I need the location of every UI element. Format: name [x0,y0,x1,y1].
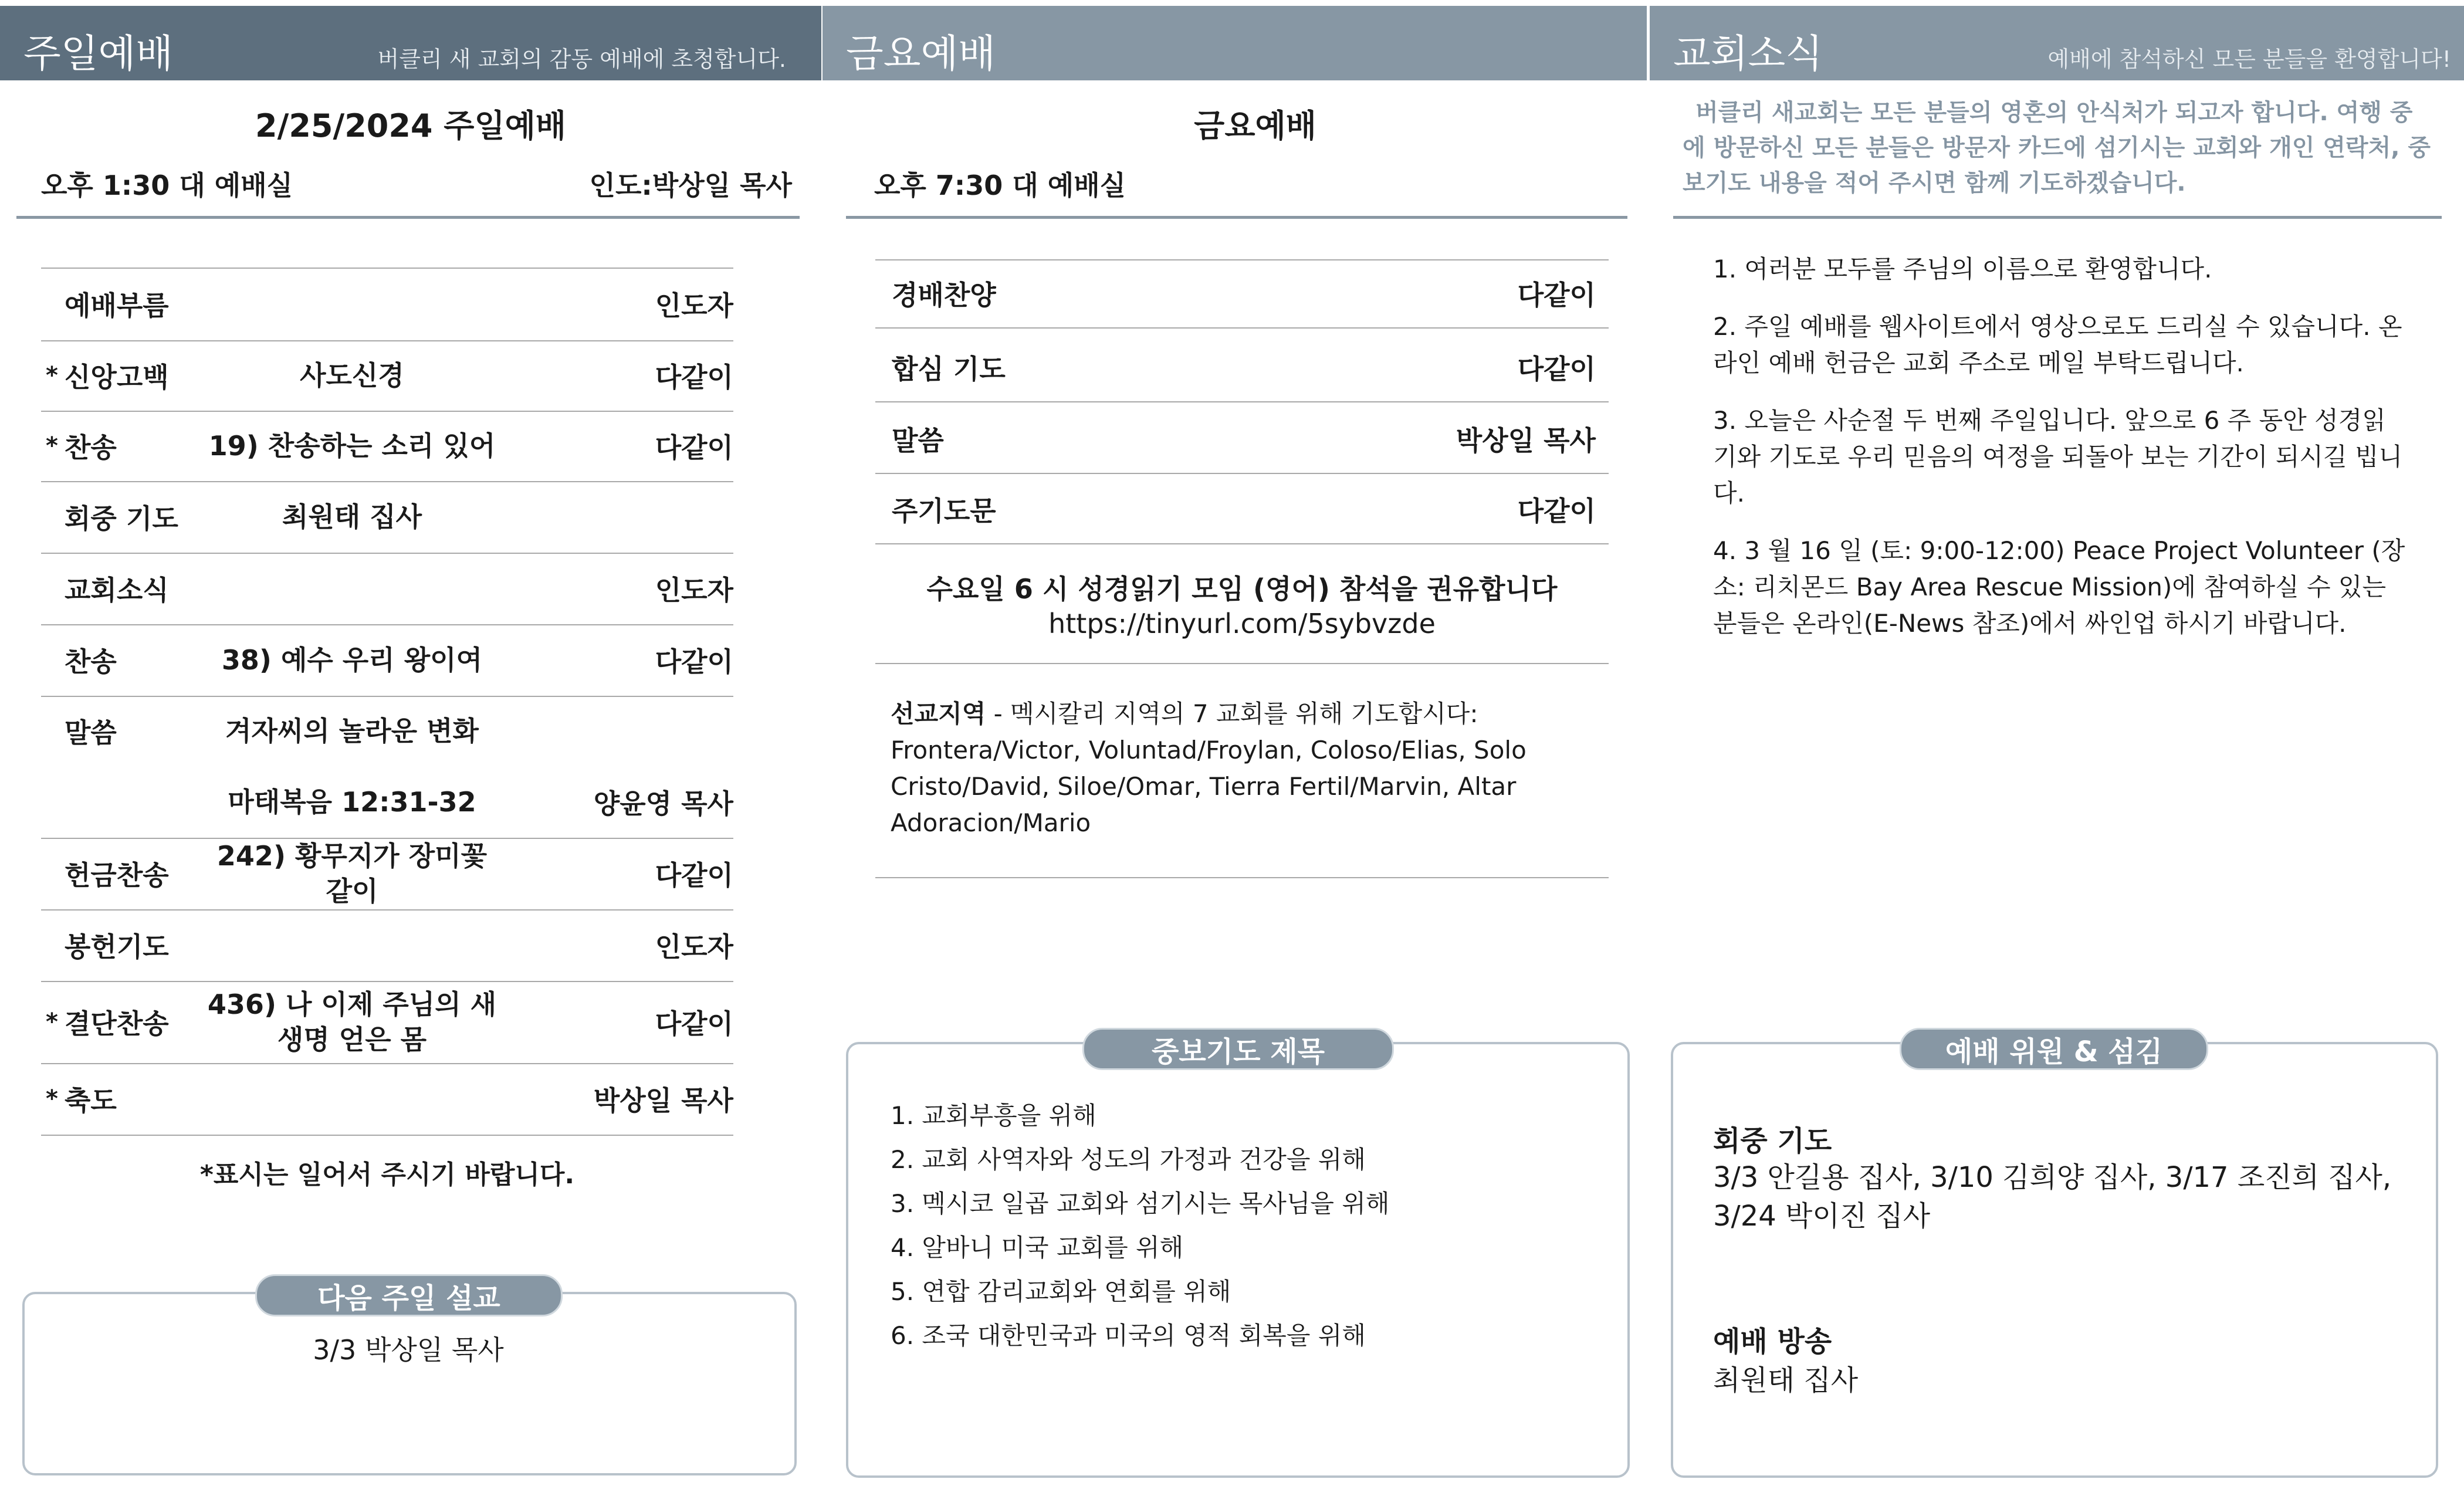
news-header-title: 교회소식 [1673,31,1823,76]
prayer-topics-title: 중보기도 제목 [1082,1028,1394,1070]
bible-study-notice: 수요일 6 시 성경읽기 모임 (영어) 참석을 권유합니다 [926,573,1558,605]
sunday-row-leader: 박상일 목사 [593,1085,733,1116]
sunday-header-subtitle: 버클리 새 교회의 감동 예배에 초청합니다. [377,46,786,72]
committee-broadcast-text: 최원태 집사 [1713,1364,1859,1397]
sunday-row-item: 겨자씨의 놀라운 변화 [225,715,479,747]
sunday-row-label-text: 헌금찬송 [65,859,169,891]
committee-box [1671,1042,2438,1478]
sunday-row-item: 19) 찬송하는 소리 있어 [208,430,496,462]
prayer-topic-item: 4. 알바니 미국 교회를 위해 [891,1233,1184,1262]
friday-row-leader: 박상일 목사 [1456,425,1596,456]
friday-row-label: 주기도문 [892,495,996,527]
mission-text: - 멕시칼리 지역의 7 교회를 위해 기도합시다: Frontera/Victor, Voluntad/Froylan, Coloso/Elias, Solo Cristo/David, Siloe/Omar, Tierra Fertil/Marvin, Altar Adoracion/Mario [891,699,1527,837]
standing-mark: * [46,1085,58,1112]
sunday-row-label [46,411,117,481]
friday-row-label: 경배찬양 [892,279,996,311]
sunday-row-item [205,909,499,981]
sunday-row-label-text: 교회소식 [65,574,169,606]
sunday-row-leader: 다같이 [655,361,733,393]
next-sermon-text: 3/3 박상일 목사 [313,1334,504,1366]
prayer-topic-item: 6. 조국 대한민국과 미국의 영적 회복을 위해 [891,1321,1366,1350]
sunday-row [41,340,733,412]
sunday-row [41,981,733,1064]
committee-prayer-text: 3/3 안길용 집사, 3/10 김희양 집사, 3/17 조진희 집사, 3/24 박이진 집사 [1713,1161,2392,1233]
sunday-row-item [205,268,499,340]
sunday-header-rule [16,216,800,219]
friday-row-leader: 다같이 [1517,279,1596,311]
sunday-row [41,624,733,697]
prayer-topic-item: 5. 연합 감리교회와 연회를 위해 [891,1277,1231,1306]
sunday-row-leader: 인도자 [655,574,733,606]
sunday-row-item [205,553,499,624]
sunday-row-item: 최원태 집사 [282,501,422,533]
mission-paragraph [891,696,1536,841]
friday-row [875,259,1609,329]
friday-time-place: 오후 7:30 대 예배실 [874,170,1126,201]
sunday-row-label-text: 축도 [65,1085,117,1116]
sunday-row-label [65,696,117,766]
sunday-row [41,411,733,482]
sunday-row [41,553,733,625]
bible-study-link[interactable]: https://tinyurl.com/5sybvzde [1048,608,1436,639]
friday-row [875,333,1609,402]
sunday-row [41,696,733,766]
standing-note: *표시는 일어서 주시기 바랍니다. [199,1160,575,1190]
sunday-row-leader: 다같이 [655,859,733,891]
next-sermon-title: 다음 주일 설교 [255,1274,563,1316]
news-items-list [1713,251,2405,642]
sunday-row [41,909,733,982]
sunday-row-label-text: 찬송 [65,432,117,463]
sunday-row-label [65,909,169,981]
sunday-row-label [46,981,169,1063]
news-header-rule [1673,216,2442,219]
friday-row-leader: 다같이 [1517,353,1596,385]
friday-row [875,405,1609,474]
sunday-row-label [65,838,169,909]
news-item: 3. 오늘은 사순절 두 번째 주일입니다. 앞으로 6 주 동안 성경읽기와 기도로 우리 믿음의 여정을 되돌아 보는 기간이 되시길 빕니다. [1713,406,2403,507]
friday-title: 금요예배 [1194,107,1316,144]
committee-broadcast-label: 예배 방송 [1713,1325,1832,1358]
sunday-row-leader: 인도자 [655,931,733,963]
standing-mark: * [46,432,58,459]
news-header [1650,6,2464,80]
friday-row-label: 말씀 [892,425,944,456]
sunday-row-leader: 인도자 [655,290,733,321]
sunday-row-label [65,268,169,340]
sunday-row-item: 사도신경 [300,360,404,391]
sunday-row-label [46,1063,117,1135]
sunday-row-item [205,1063,499,1135]
sunday-header [0,6,821,80]
news-intro: 버클리 새교회는 모든 분들의 영혼의 안식처가 되고자 합니다. 여행 중에 방문하신 모든 분들은 방문자 카드에 섬기시는 교회와 개인 연락처, 중보기도 내용을 적어 주시면 함께 기도하겠습니다. [1683,99,2431,197]
sunday-row-label [65,624,117,696]
committee-title: 예배 위원 & 섬김 [1900,1028,2208,1070]
next-sermon-box [22,1292,797,1475]
sunday-date-title: 2/25/2024 주일예배 [255,107,566,144]
sunday-row-label [65,553,169,624]
prayer-topics-list [891,1094,1595,1358]
sunday-row [41,766,733,839]
friday-mid-line [875,663,1609,664]
sunday-row-label [46,340,169,411]
sunday-row-label-text: 회중 기도 [65,503,178,534]
news-header-subtitle: 예배에 참석하신 모든 분들을 환영합니다! [2047,46,2451,72]
sunday-row-leader: 양윤영 목사 [593,788,733,820]
sunday-row [41,268,733,341]
news-item: 4. 3 월 16 일 (토: 9:00-12:00) Peace Project Volunteer (장소: 리치몬드 Bay Area Rescue Mission)에 참여하실 수 있는 분들은 온라인(E-News 참조)에서 싸인업 하시기 바랍니다. [1713,536,2405,638]
standing-mark: * [46,1008,58,1035]
sunday-row-item: 436) 나 이제 주님의 새 생명 얻은 몸 [207,989,497,1055]
standing-mark: * [46,362,58,389]
sunday-row-label-text: 찬송 [65,646,117,678]
friday-row-leader: 다같이 [1517,495,1596,527]
friday-header [823,6,1647,80]
sunday-row [41,1063,733,1136]
sunday-row-item: 242) 황무지가 장미꽃 같이 [216,840,488,907]
prayer-topic-item: 2. 교회 사역자와 성도의 가정과 건강을 위해 [891,1145,1366,1174]
committee-prayer-label: 회중 기도 [1713,1125,1832,1157]
sunday-row-label [65,481,178,553]
sunday-row-label-text: 신앙고백 [65,361,169,393]
friday-row-label: 합심 기도 [892,353,1006,385]
sunday-row-label-text: 말씀 [65,717,117,749]
prayer-topic-item: 1. 교회부흥을 위해 [891,1101,1096,1130]
sunday-row-item: 38) 예수 우리 왕이여 [221,644,483,676]
friday-row [875,475,1609,544]
sunday-header-title: 주일예배 [23,31,174,76]
sunday-leader: 인도:박상일 목사 [589,170,792,201]
news-item: 2. 주일 예배를 웹사이트에서 영상으로도 드리실 수 있습니다. 온라인 예배 헌금은 교회 주소로 메일 부탁드립니다. [1713,312,2402,377]
sunday-row [41,481,733,554]
sunday-row-leader: 다같이 [655,1008,733,1040]
sunday-row-label-text: 예배부름 [65,290,169,321]
mission-label: 선교지역 [891,699,986,728]
sunday-row-label-text: 결단찬송 [65,1008,169,1040]
friday-header-title: 금요예배 [846,31,996,76]
news-item: 1. 여러분 모두를 주님의 이름으로 환영합니다. [1713,255,2212,283]
friday-bottom-line [875,877,1609,878]
sunday-row-leader: 다같이 [655,432,733,463]
sunday-row-label-text: 봉헌기도 [65,931,169,963]
friday-header-rule [846,216,1627,219]
sunday-row-item: 마태복음 12:31-32 [228,786,476,818]
sunday-row [41,838,733,911]
prayer-topic-item: 3. 멕시코 일곱 교회와 섬기시는 목사님을 위해 [891,1189,1390,1218]
sunday-row-leader: 다같이 [655,646,733,678]
sunday-time-place: 오후 1:30 대 예배실 [41,170,293,201]
